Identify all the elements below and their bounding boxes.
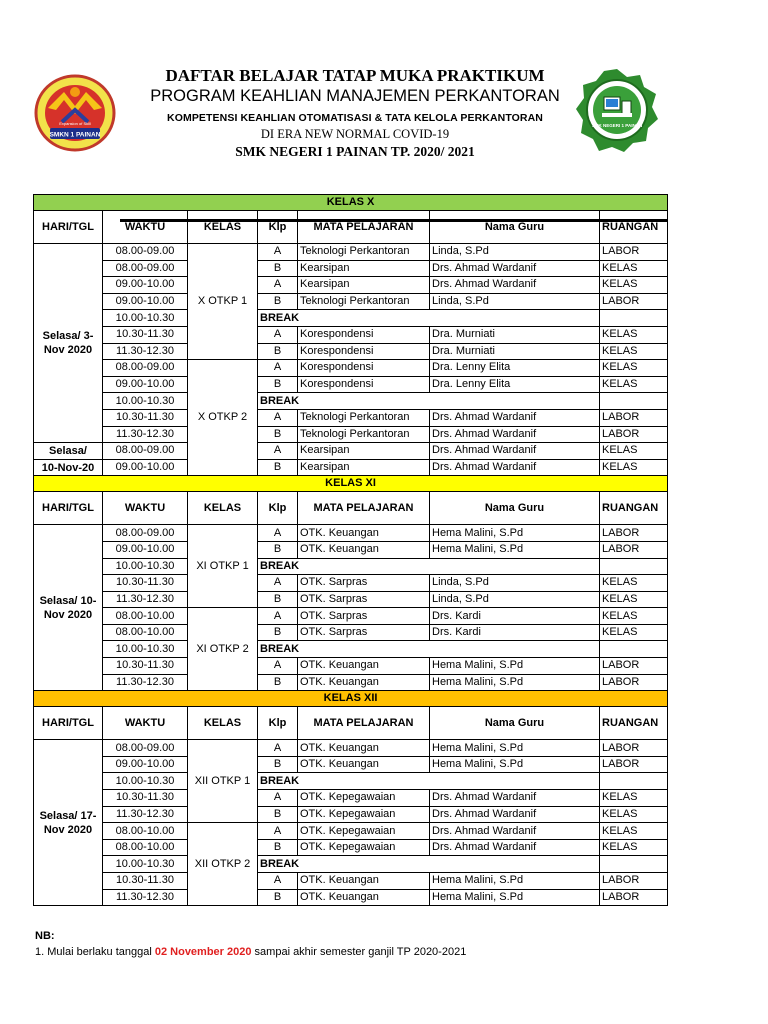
schedule-row [34, 541, 668, 558]
room-cell [600, 856, 668, 873]
room-cell: LABOR [600, 658, 668, 675]
group-cell: A [258, 790, 298, 807]
column-header-klp: Klp [258, 707, 298, 740]
teacher-cell: Linda, S.Pd [430, 293, 600, 310]
group-cell: A [258, 658, 298, 675]
room-cell: LABOR [600, 541, 668, 558]
column-header-row [34, 492, 668, 525]
time-cell: 08.00-09.00 [103, 260, 188, 277]
group-cell: B [258, 260, 298, 277]
schedule-row [34, 790, 668, 807]
group-cell: B [258, 889, 298, 906]
subject-cell: OTK. Keuangan [298, 658, 430, 675]
time-cell: 10.00-10.30 [103, 773, 188, 790]
time-cell: 10.00-10.30 [103, 310, 188, 327]
break-cell: BREAK [258, 773, 600, 790]
room-cell [600, 393, 668, 410]
teacher-cell: Drs. Ahmad Wardanif [430, 790, 600, 807]
subject-cell: Teknologi Perkantoran [298, 244, 430, 261]
subject-cell: Teknologi Perkantoran [298, 409, 430, 426]
group-cell: A [258, 409, 298, 426]
class-cell: XI OTKP 1 [188, 525, 258, 608]
teacher-cell: Drs. Ahmad Wardanif [430, 823, 600, 840]
schedule-row [34, 244, 668, 261]
column-header-kelas: KELAS [188, 211, 258, 244]
time-cell: 10.00-10.30 [103, 641, 188, 658]
subject-cell: OTK. Kepegawaian [298, 823, 430, 840]
schedule-row [34, 426, 668, 443]
time-cell: 08.00-09.00 [103, 244, 188, 261]
schedule-row [34, 443, 668, 460]
group-cell: B [258, 426, 298, 443]
group-cell: B [258, 459, 298, 476]
column-header-hari: HARI/TGL [34, 707, 103, 740]
left-logo-text: SMKN 1 PAINAN [49, 131, 101, 139]
teacher-cell: Hema Malini, S.Pd [430, 889, 600, 906]
column-header-klp: Klp [258, 211, 298, 244]
time-cell: 09.00-10.00 [103, 293, 188, 310]
time-cell: 09.00-10.00 [103, 376, 188, 393]
schedule-row [34, 624, 668, 641]
schedule-row [34, 558, 668, 575]
class-cell: X OTKP 1 [188, 244, 258, 360]
subject-cell: OTK. Keuangan [298, 541, 430, 558]
day-date-cell: Selasa/ 10-Nov 2020 [34, 525, 103, 691]
room-cell: KELAS [600, 277, 668, 294]
time-cell: 10.00-10.30 [103, 856, 188, 873]
teacher-cell: Dra. Lenny Elita [430, 376, 600, 393]
schedule-row [34, 608, 668, 625]
time-cell: 10.30-11.30 [103, 326, 188, 343]
room-cell: LABOR [600, 740, 668, 757]
subject-cell: Korespondensi [298, 343, 430, 360]
subject-cell: OTK. Keuangan [298, 756, 430, 773]
document-title: DAFTAR BELAJAR TATAP MUKA PRAKTIKUM [165, 66, 545, 85]
subject-cell: OTK. Sarpras [298, 624, 430, 641]
schedule-row [34, 393, 668, 410]
room-cell: LABOR [600, 293, 668, 310]
schedule-row [34, 260, 668, 277]
schedule-row [34, 889, 668, 906]
room-cell: LABOR [600, 244, 668, 261]
section-title-xi: KELAS XI [34, 476, 668, 492]
notes-heading: NB: [35, 930, 55, 942]
program-title: PROGRAM KEAHLIAN MANAJEMEN PERKANTORAN [150, 87, 560, 105]
teacher-cell: Hema Malini, S.Pd [430, 756, 600, 773]
subject-cell: Korespondensi [298, 376, 430, 393]
subject-cell: OTK. Sarpras [298, 575, 430, 592]
time-cell: 10.30-11.30 [103, 790, 188, 807]
schedule-row [34, 740, 668, 757]
schedule-row [34, 310, 668, 327]
subject-cell: Kearsipan [298, 260, 430, 277]
subject-cell: OTK. Kepegawaian [298, 839, 430, 856]
teacher-cell: Linda, S.Pd [430, 591, 600, 608]
group-cell: A [258, 244, 298, 261]
notes-line-1-prefix: 1. Mulai berlaku tanggal [35, 946, 152, 958]
subject-cell: OTK. Keuangan [298, 674, 430, 691]
column-header-waktu: WAKTU [103, 492, 188, 525]
group-cell: B [258, 839, 298, 856]
notes-line-1-suffix: sampai akhir semester ganjil TP 2020-2021 [254, 946, 467, 958]
group-cell: B [258, 624, 298, 641]
schedule-row [34, 873, 668, 890]
column-header-kelas: KELAS [188, 707, 258, 740]
time-cell: 08.00-10.00 [103, 608, 188, 625]
subject-cell: Korespondensi [298, 326, 430, 343]
time-cell: 11.30-12.30 [103, 426, 188, 443]
section-band-xii [34, 691, 668, 707]
teacher-cell: Drs. Ahmad Wardanif [430, 443, 600, 460]
schedule-row [34, 641, 668, 658]
teacher-cell: Drs. Ahmad Wardanif [430, 459, 600, 476]
time-cell: 10.30-11.30 [103, 575, 188, 592]
column-header-guru: Nama Guru [430, 707, 600, 740]
schedule-row [34, 343, 668, 360]
teacher-cell: Hema Malini, S.Pd [430, 873, 600, 890]
column-header-hari: HARI/TGL [34, 211, 103, 244]
subject-cell: Kearsipan [298, 459, 430, 476]
schedule-table [33, 194, 668, 906]
subject-cell: Kearsipan [298, 277, 430, 294]
teacher-cell: Hema Malini, S.Pd [430, 541, 600, 558]
time-cell: 11.30-12.30 [103, 674, 188, 691]
teacher-cell: Hema Malini, S.Pd [430, 740, 600, 757]
time-cell: 08.00-09.00 [103, 740, 188, 757]
subject-cell: OTK. Sarpras [298, 608, 430, 625]
teacher-cell: Drs. Ahmad Wardanif [430, 260, 600, 277]
group-cell: B [258, 591, 298, 608]
room-cell: LABOR [600, 426, 668, 443]
schedule-row [34, 658, 668, 675]
room-cell: KELAS [600, 326, 668, 343]
class-cell: XII OTKP 2 [188, 823, 258, 906]
schedule-row [34, 856, 668, 873]
room-cell: KELAS [600, 343, 668, 360]
group-cell: A [258, 443, 298, 460]
subject-cell: Teknologi Perkantoran [298, 293, 430, 310]
document-header [0, 60, 768, 160]
day-date-cell: Selasa/ 17-Nov 2020 [34, 740, 103, 906]
day-date-cell: Selasa/ 3-Nov 2020 [34, 244, 103, 443]
break-cell: BREAK [258, 310, 600, 327]
schedule-row [34, 674, 668, 691]
room-cell [600, 558, 668, 575]
teacher-cell: Dra. Murniati [430, 343, 600, 360]
subject-cell: Teknologi Perkantoran [298, 426, 430, 443]
subject-cell: OTK. Keuangan [298, 525, 430, 542]
column-header-waktu: WAKTU [103, 707, 188, 740]
room-cell [600, 773, 668, 790]
group-cell: A [258, 277, 298, 294]
room-cell: KELAS [600, 624, 668, 641]
group-cell: A [258, 326, 298, 343]
room-cell: KELAS [600, 839, 668, 856]
column-header-row [34, 211, 668, 244]
column-header-guru: Nama Guru [430, 211, 600, 244]
column-header-ruangan: RUANGAN [600, 211, 668, 244]
school-year-title: SMK NEGERI 1 PAINAN TP. 2020/ 2021 [235, 144, 475, 159]
column-header-klp: Klp [258, 492, 298, 525]
group-cell: A [258, 575, 298, 592]
time-cell: 08.00-10.00 [103, 839, 188, 856]
time-cell: 08.00-10.00 [103, 624, 188, 641]
competency-title: KOMPETENSI KEAHLIAN OTOMATISASI & TATA KELOLA PERKANTORAN [167, 112, 543, 124]
class-cell: XII OTKP 1 [188, 740, 258, 823]
room-cell: LABOR [600, 674, 668, 691]
notes [35, 928, 466, 960]
room-cell: LABOR [600, 409, 668, 426]
subject-cell: OTK. Keuangan [298, 740, 430, 757]
schedule-row [34, 293, 668, 310]
time-cell: 11.30-12.30 [103, 343, 188, 360]
group-cell: B [258, 343, 298, 360]
time-cell: 10.30-11.30 [103, 873, 188, 890]
time-cell: 09.00-10.00 [103, 277, 188, 294]
teacher-cell: Linda, S.Pd [430, 575, 600, 592]
teacher-cell: Drs. Ahmad Wardanif [430, 277, 600, 294]
schedule-row [34, 459, 668, 476]
subject-cell: OTK. Sarpras [298, 591, 430, 608]
group-cell: B [258, 376, 298, 393]
room-cell: LABOR [600, 756, 668, 773]
group-cell: A [258, 525, 298, 542]
teacher-cell: Drs. Ahmad Wardanif [430, 426, 600, 443]
schedule-row [34, 756, 668, 773]
schedule-row [34, 525, 668, 542]
column-header-mapel: MATA PELAJARAN [298, 211, 430, 244]
room-cell [600, 641, 668, 658]
break-cell: BREAK [258, 856, 600, 873]
notes-line-1-date: 02 November 2020 [154, 946, 252, 958]
section-title-x: KELAS X [34, 195, 668, 211]
teacher-cell: Linda, S.Pd [430, 244, 600, 261]
era-subtitle: DI ERA NEW NORMAL COVID-19 [260, 127, 450, 141]
schedule-row [34, 277, 668, 294]
group-cell: A [258, 823, 298, 840]
schedule-row [34, 773, 668, 790]
teacher-cell: Drs. Ahmad Wardanif [430, 806, 600, 823]
school-logo-left [34, 70, 116, 152]
day-date-cell: 10-Nov-20 [34, 459, 103, 476]
column-header-ruangan: RUANGAN [600, 707, 668, 740]
room-cell: KELAS [600, 790, 668, 807]
room-cell: KELAS [600, 360, 668, 377]
time-cell: 10.00-10.30 [103, 393, 188, 410]
group-cell: B [258, 674, 298, 691]
room-cell: KELAS [600, 459, 668, 476]
subject-cell: Korespondensi [298, 360, 430, 377]
teacher-cell: Drs. Ahmad Wardanif [430, 409, 600, 426]
column-header-mapel: MATA PELAJARAN [298, 707, 430, 740]
column-header-mapel: MATA PELAJARAN [298, 492, 430, 525]
class-cell: X OTKP 2 [188, 360, 258, 476]
group-cell: A [258, 873, 298, 890]
schedule-row [34, 360, 668, 377]
room-cell: KELAS [600, 376, 668, 393]
room-cell: LABOR [600, 889, 668, 906]
right-logo-text: SMK NEGERI 1 PAINAN [591, 123, 643, 128]
column-header-guru: Nama Guru [430, 492, 600, 525]
room-cell: LABOR [600, 873, 668, 890]
room-cell: KELAS [600, 823, 668, 840]
schedule-row [34, 409, 668, 426]
break-cell: BREAK [258, 393, 600, 410]
time-cell: 09.00-10.00 [103, 459, 188, 476]
schedule-row [34, 823, 668, 840]
time-cell: 09.00-10.00 [103, 756, 188, 773]
break-cell: BREAK [258, 558, 600, 575]
room-cell: KELAS [600, 443, 668, 460]
group-cell: A [258, 360, 298, 377]
room-cell: KELAS [600, 575, 668, 592]
subject-cell: OTK. Kepegawaian [298, 806, 430, 823]
group-cell: B [258, 293, 298, 310]
room-cell [600, 310, 668, 327]
teacher-cell: Dra. Murniati [430, 326, 600, 343]
time-cell: 11.30-12.30 [103, 806, 188, 823]
column-header-waktu: WAKTU [103, 211, 188, 244]
time-cell: 08.00-09.00 [103, 525, 188, 542]
schedule-body [34, 195, 668, 906]
teacher-cell: Dra. Lenny Elita [430, 360, 600, 377]
schedule-row [34, 591, 668, 608]
time-cell: 08.00-10.00 [103, 823, 188, 840]
column-header-hari: HARI/TGL [34, 492, 103, 525]
teacher-cell: Hema Malini, S.Pd [430, 658, 600, 675]
time-cell: 10.00-10.30 [103, 558, 188, 575]
class-cell: XI OTKP 2 [188, 608, 258, 691]
day-date-cell: Selasa/ [34, 443, 103, 460]
schedule-row [34, 376, 668, 393]
time-cell: 11.30-12.30 [103, 889, 188, 906]
section-band-xi [34, 476, 668, 492]
schedule-row [34, 839, 668, 856]
teacher-cell: Drs. Kardi [430, 608, 600, 625]
time-cell: 10.30-11.30 [103, 409, 188, 426]
schedule-row [34, 806, 668, 823]
room-cell: KELAS [600, 591, 668, 608]
subject-cell: OTK. Keuangan [298, 889, 430, 906]
teacher-cell: Drs. Kardi [430, 624, 600, 641]
subject-cell: Kearsipan [298, 443, 430, 460]
room-cell: KELAS [600, 260, 668, 277]
time-cell: 10.30-11.30 [103, 658, 188, 675]
group-cell: B [258, 541, 298, 558]
column-header-row [34, 707, 668, 740]
room-cell: KELAS [600, 806, 668, 823]
school-logo-right [574, 67, 660, 153]
teacher-cell: Hema Malini, S.Pd [430, 674, 600, 691]
schedule-row [34, 326, 668, 343]
time-cell: 11.30-12.30 [103, 591, 188, 608]
teacher-cell: Drs. Ahmad Wardanif [430, 839, 600, 856]
time-cell: 08.00-09.00 [103, 443, 188, 460]
group-cell: A [258, 608, 298, 625]
break-cell: BREAK [258, 641, 600, 658]
room-cell: KELAS [600, 608, 668, 625]
subject-cell: OTK. Kepegawaian [298, 790, 430, 807]
schedule-row [34, 575, 668, 592]
left-logo-tagline: Expansion of Skill [59, 121, 91, 126]
section-title-xii: KELAS XII [34, 691, 668, 707]
group-cell: B [258, 806, 298, 823]
notes-line-1 [35, 944, 466, 960]
section-band-x [34, 195, 668, 211]
subject-cell: OTK. Keuangan [298, 873, 430, 890]
group-cell: A [258, 740, 298, 757]
column-header-ruangan: RUANGAN [600, 492, 668, 525]
group-cell: B [258, 756, 298, 773]
time-cell: 08.00-09.00 [103, 360, 188, 377]
time-cell: 09.00-10.00 [103, 541, 188, 558]
teacher-cell: Hema Malini, S.Pd [430, 525, 600, 542]
room-cell: LABOR [600, 525, 668, 542]
column-header-kelas: KELAS [188, 492, 258, 525]
